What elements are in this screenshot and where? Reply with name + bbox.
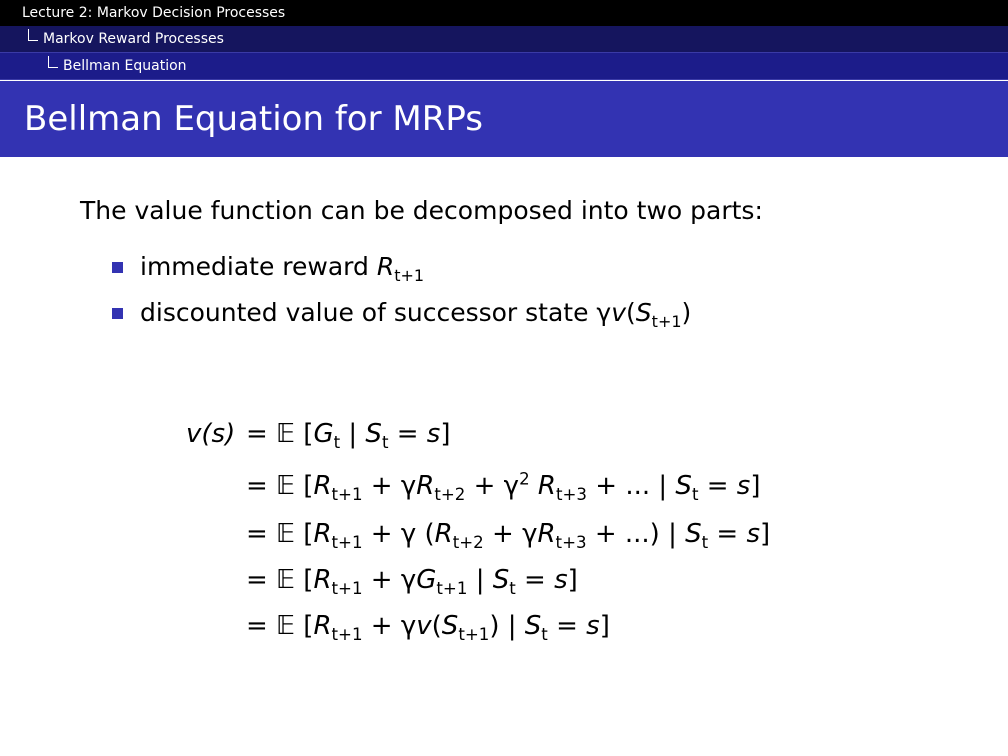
equation-line: = 𝔼 [$R_{t+1} + \gamma G_{t+1}$ | $S_t = s$]	[246, 565, 578, 599]
tree-corner-icon	[48, 56, 58, 68]
equation-line: = 𝔼 [$R_{t+1} + \gamma$ ($R_{t+2} + \gamma R_{t+3}$ + ...) | $S_t = s$]	[246, 519, 771, 553]
bullet-text: discounted value of successor state $\gamma v(S_{t+1})$	[140, 298, 692, 331]
equation-lhs: v(s)	[186, 419, 236, 449]
nav-divider	[0, 79, 1008, 80]
nav-lecture[interactable]	[0, 0, 1008, 26]
nav-section-label: Markov Reward Processes	[43, 31, 224, 47]
equation-line: = 𝔼 [$R_{t+1} + \gamma R_{t+2} + \gamma^2$ $R_{t+3}$ + ... | $S_t = s$]	[246, 469, 761, 505]
nav-lecture-label: Lecture 2: Markov Decision Processes	[22, 5, 286, 21]
equation-line: = 𝔼 [$G_t$ | $S_t = s$]	[246, 419, 451, 453]
slide-title: Bellman Equation for MRPs	[24, 99, 483, 139]
bullet-square-icon	[112, 262, 123, 273]
nav-subsection-label: Bellman Equation	[63, 58, 187, 74]
bullet-square-icon	[112, 308, 123, 319]
intro-text: The value function can be decomposed into two parts:	[80, 196, 763, 225]
title-bar	[0, 81, 1008, 157]
tree-corner-icon	[28, 29, 38, 41]
nav-subsection[interactable]	[0, 53, 1008, 79]
nav-section[interactable]	[0, 26, 1008, 52]
equation-line: = 𝔼 [$R_{t+1} + \gamma v(S_{t+1})$ | $S_t = s$]	[246, 611, 610, 645]
bullet-text: immediate reward $R_{t+1}$	[140, 252, 425, 285]
